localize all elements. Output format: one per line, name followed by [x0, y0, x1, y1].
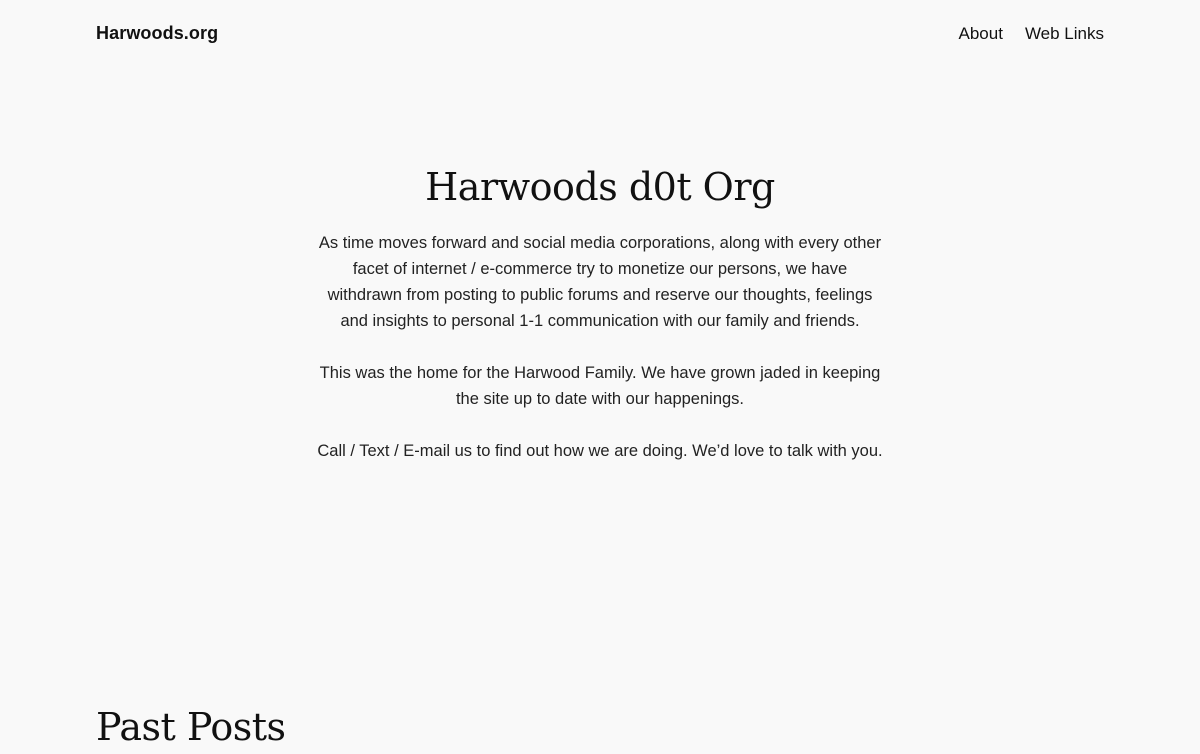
nav-link-about[interactable]: About: [958, 24, 1003, 43]
site-title-link[interactable]: Harwoods.org: [96, 23, 219, 43]
past-posts-heading: Past Posts: [96, 705, 286, 749]
intro-paragraph: This was the home for the Harwood Family. We have grown jaded in keeping the site up to date with our happenings.: [319, 364, 881, 408]
hero-section: [300, 160, 900, 490]
intro-text: [314, 230, 886, 464]
intro-paragraph: Call / Text / E-mail us to find out how we are doing. We’d love to talk with you.: [317, 442, 883, 460]
site-header: [0, 0, 1200, 70]
page-title: Harwoods d0t Org: [425, 165, 775, 209]
nav-link-web-links[interactable]: Web Links: [1024, 24, 1104, 43]
main-nav: [959, 24, 1105, 44]
intro-paragraph: As time moves forward and social media corporations, along with every other facet of internet / e-commerce try to monetize our persons, we have withdrawn from posting to public forums and reserve our thoughts, feelings and insights to personal 1-1 communication with our family and friends.: [318, 234, 882, 330]
